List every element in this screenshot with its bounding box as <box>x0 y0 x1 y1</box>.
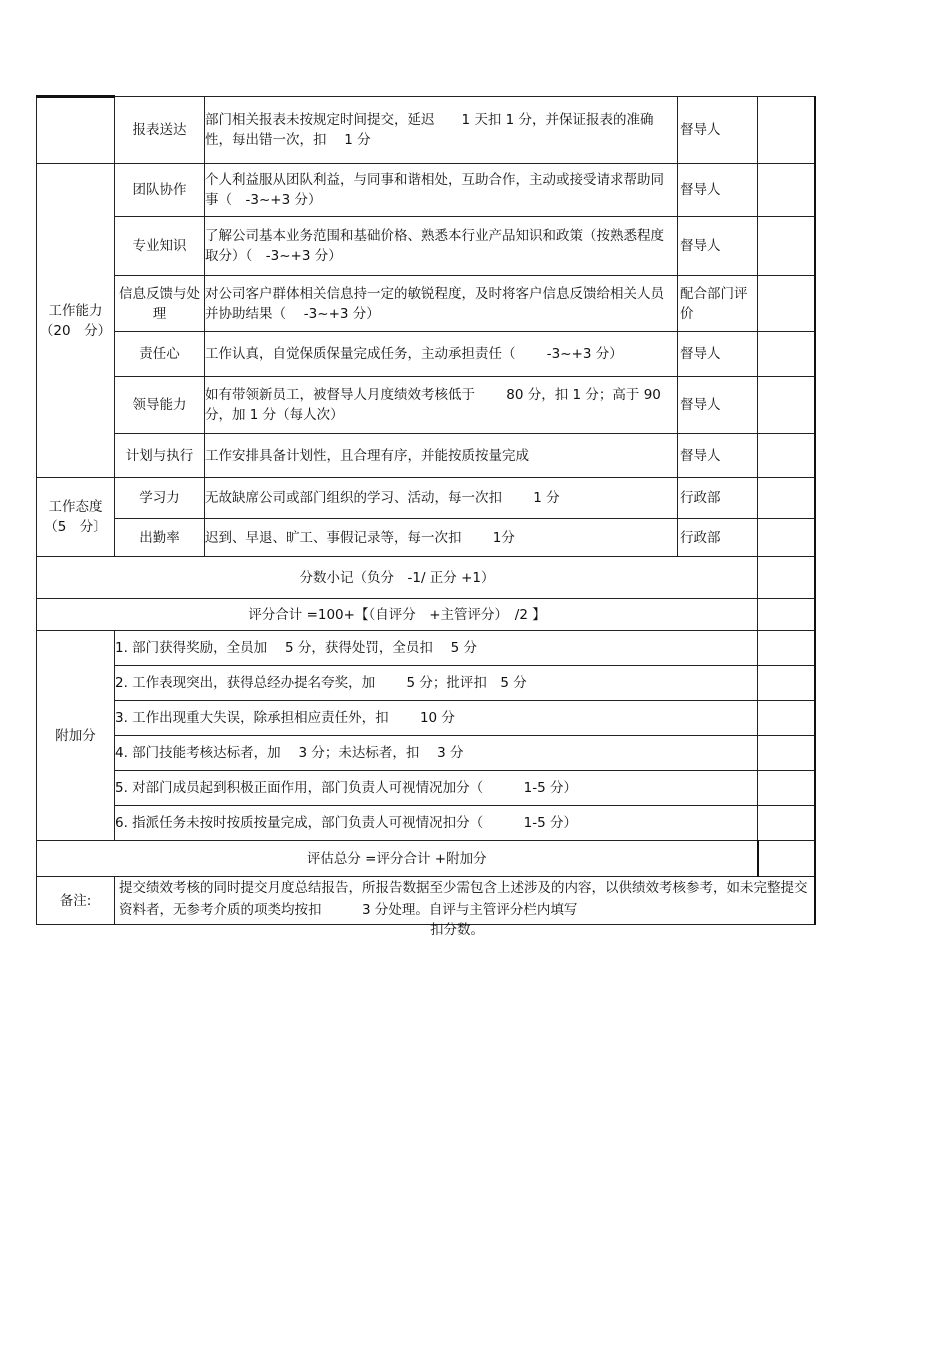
evaluator-cell: 督导人 <box>678 97 758 164</box>
item-cell: 责任心 <box>115 332 205 377</box>
evaluator-cell: 督导人 <box>678 377 758 434</box>
score-cell[interactable] <box>758 519 815 557</box>
subtotal-row <box>37 557 815 599</box>
bonus-item: 1. 部门获得奖励，全员加 5 分，获得处罚，全员扣 5 分 <box>115 631 758 666</box>
item-cell: 专业知识 <box>115 217 205 276</box>
note-row <box>37 877 815 925</box>
bonus-item: 3. 工作出现重大失误，除承担相应责任外，扣 10 分 <box>115 701 758 736</box>
bonus-row <box>37 666 815 701</box>
score-cell[interactable] <box>758 478 815 519</box>
subtotal-label: 分数小记（负分 -1/ 正分 +1） <box>37 557 758 599</box>
item-cell: 出勤率 <box>115 519 205 557</box>
item-cell: 信息反馈与处理 <box>115 276 205 332</box>
evaluator-cell: 督导人 <box>678 434 758 478</box>
total-row <box>37 599 815 631</box>
table-row <box>37 164 815 217</box>
bonus-score-cell[interactable] <box>758 701 815 736</box>
bonus-item: 4. 部门技能考核达标者，加 3 分；未达标者，扣 3 分 <box>115 736 758 771</box>
score-cell[interactable] <box>758 377 815 434</box>
evaluator-cell: 行政部 <box>678 478 758 519</box>
description-cell: 如有带领新员工，被督导人月度绩效考核低于 80 分，扣 1 分；高于 90 分，加 1 分（每人次） <box>205 377 678 434</box>
grand-total-label: 评估总分 =评分合计 +附加分 <box>37 841 758 877</box>
total-label: 评分合计 =100+【（自评分 +主管评分） /2 】 <box>37 599 758 631</box>
evaluator-cell: 配合部门评价 <box>678 276 758 332</box>
score-cell[interactable] <box>758 434 815 478</box>
grand-total-row <box>37 841 815 877</box>
evaluator-cell: 督导人 <box>678 164 758 217</box>
subtotal-score-cell[interactable] <box>758 557 815 599</box>
evaluation-table <box>36 95 816 925</box>
evaluator-cell: 督导人 <box>678 332 758 377</box>
table-row <box>37 377 815 434</box>
table-row <box>37 434 815 478</box>
bonus-score-cell[interactable] <box>758 736 815 771</box>
bonus-score-cell[interactable] <box>758 806 815 841</box>
table-row <box>37 478 815 519</box>
score-cell[interactable] <box>758 332 815 377</box>
note-tail: 扣分数。 <box>430 922 484 938</box>
description-cell: 了解公司基本业务范围和基础价格、熟悉本行业产品知识和政策（按熟悉程度取分）（ -3~+3 分） <box>205 217 678 276</box>
item-cell: 计划与执行 <box>115 434 205 478</box>
bonus-score-cell[interactable] <box>758 666 815 701</box>
category-cell-empty <box>37 97 115 164</box>
note-text: 提交绩效考核的同时提交月度总结报告，所报告数据至少需包含上述涉及的内容，以供绩效考核参考，如未完整提交资料者，无参考介质的项类均按扣 3 分处理。自评与主管评分栏内填写 <box>115 877 815 925</box>
description-cell: 无故缺席公司或部门组织的学习、活动，每一次扣 1 分 <box>205 478 678 519</box>
item-cell: 报表送达 <box>115 97 205 164</box>
table-row <box>37 276 815 332</box>
bonus-label: 附加分 <box>37 631 115 841</box>
description-cell: 工作认真，自觉保质保量完成任务，主动承担责任（ -3~+3 分） <box>205 332 678 377</box>
score-cell[interactable] <box>758 164 815 217</box>
bonus-row <box>37 631 815 666</box>
table-row <box>37 519 815 557</box>
category-attitude: 工作态度（5 分〕 <box>37 478 115 557</box>
description-cell: 对公司客户群体相关信息持一定的敏锐程度，及时将客户信息反馈给相关人员并协助结果（ -3~+3 分） <box>205 276 678 332</box>
grand-total-score-cell[interactable] <box>758 841 815 877</box>
evaluation-table-container <box>36 95 814 925</box>
category-ability: 工作能力（20 分） <box>37 164 115 478</box>
bonus-item: 5. 对部门成员起到积极正面作用，部门负责人可视情况加分（ 1-5 分） <box>115 771 758 806</box>
note-label: 备注: <box>37 877 115 925</box>
item-cell: 学习力 <box>115 478 205 519</box>
evaluator-cell: 行政部 <box>678 519 758 557</box>
table-row <box>37 332 815 377</box>
description-cell: 工作安排具备计划性，且合理有序，并能按质按量完成 <box>205 434 678 478</box>
total-score-cell[interactable] <box>758 599 815 631</box>
evaluator-cell: 督导人 <box>678 217 758 276</box>
bonus-score-cell[interactable] <box>758 771 815 806</box>
bonus-score-cell[interactable] <box>758 631 815 666</box>
bonus-row <box>37 736 815 771</box>
score-cell[interactable] <box>758 276 815 332</box>
table-row <box>37 97 815 164</box>
bonus-row <box>37 701 815 736</box>
score-cell[interactable] <box>758 97 815 164</box>
bonus-item: 6. 指派任务未按时按质按量完成，部门负责人可视情况扣分（ 1-5 分） <box>115 806 758 841</box>
bonus-row <box>37 806 815 841</box>
score-cell[interactable] <box>758 217 815 276</box>
description-cell: 个人利益服从团队利益，与同事和谐相处，互助合作，主动或接受请求帮助同事（ -3~+3 分） <box>205 164 678 217</box>
table-row <box>37 217 815 276</box>
bonus-item: 2. 工作表现突出，获得总经办提名夸奖，加 5 分；批评扣 5 分 <box>115 666 758 701</box>
description-cell: 迟到、早退、旷工、事假记录等，每一次扣 1分 <box>205 519 678 557</box>
item-cell: 领导能力 <box>115 377 205 434</box>
bonus-row <box>37 771 815 806</box>
description-cell: 部门相关报表未按规定时间提交，延迟 1 天扣 1 分，并保证报表的准确性，每出错一次，扣 1 分 <box>205 97 678 164</box>
item-cell: 团队协作 <box>115 164 205 217</box>
